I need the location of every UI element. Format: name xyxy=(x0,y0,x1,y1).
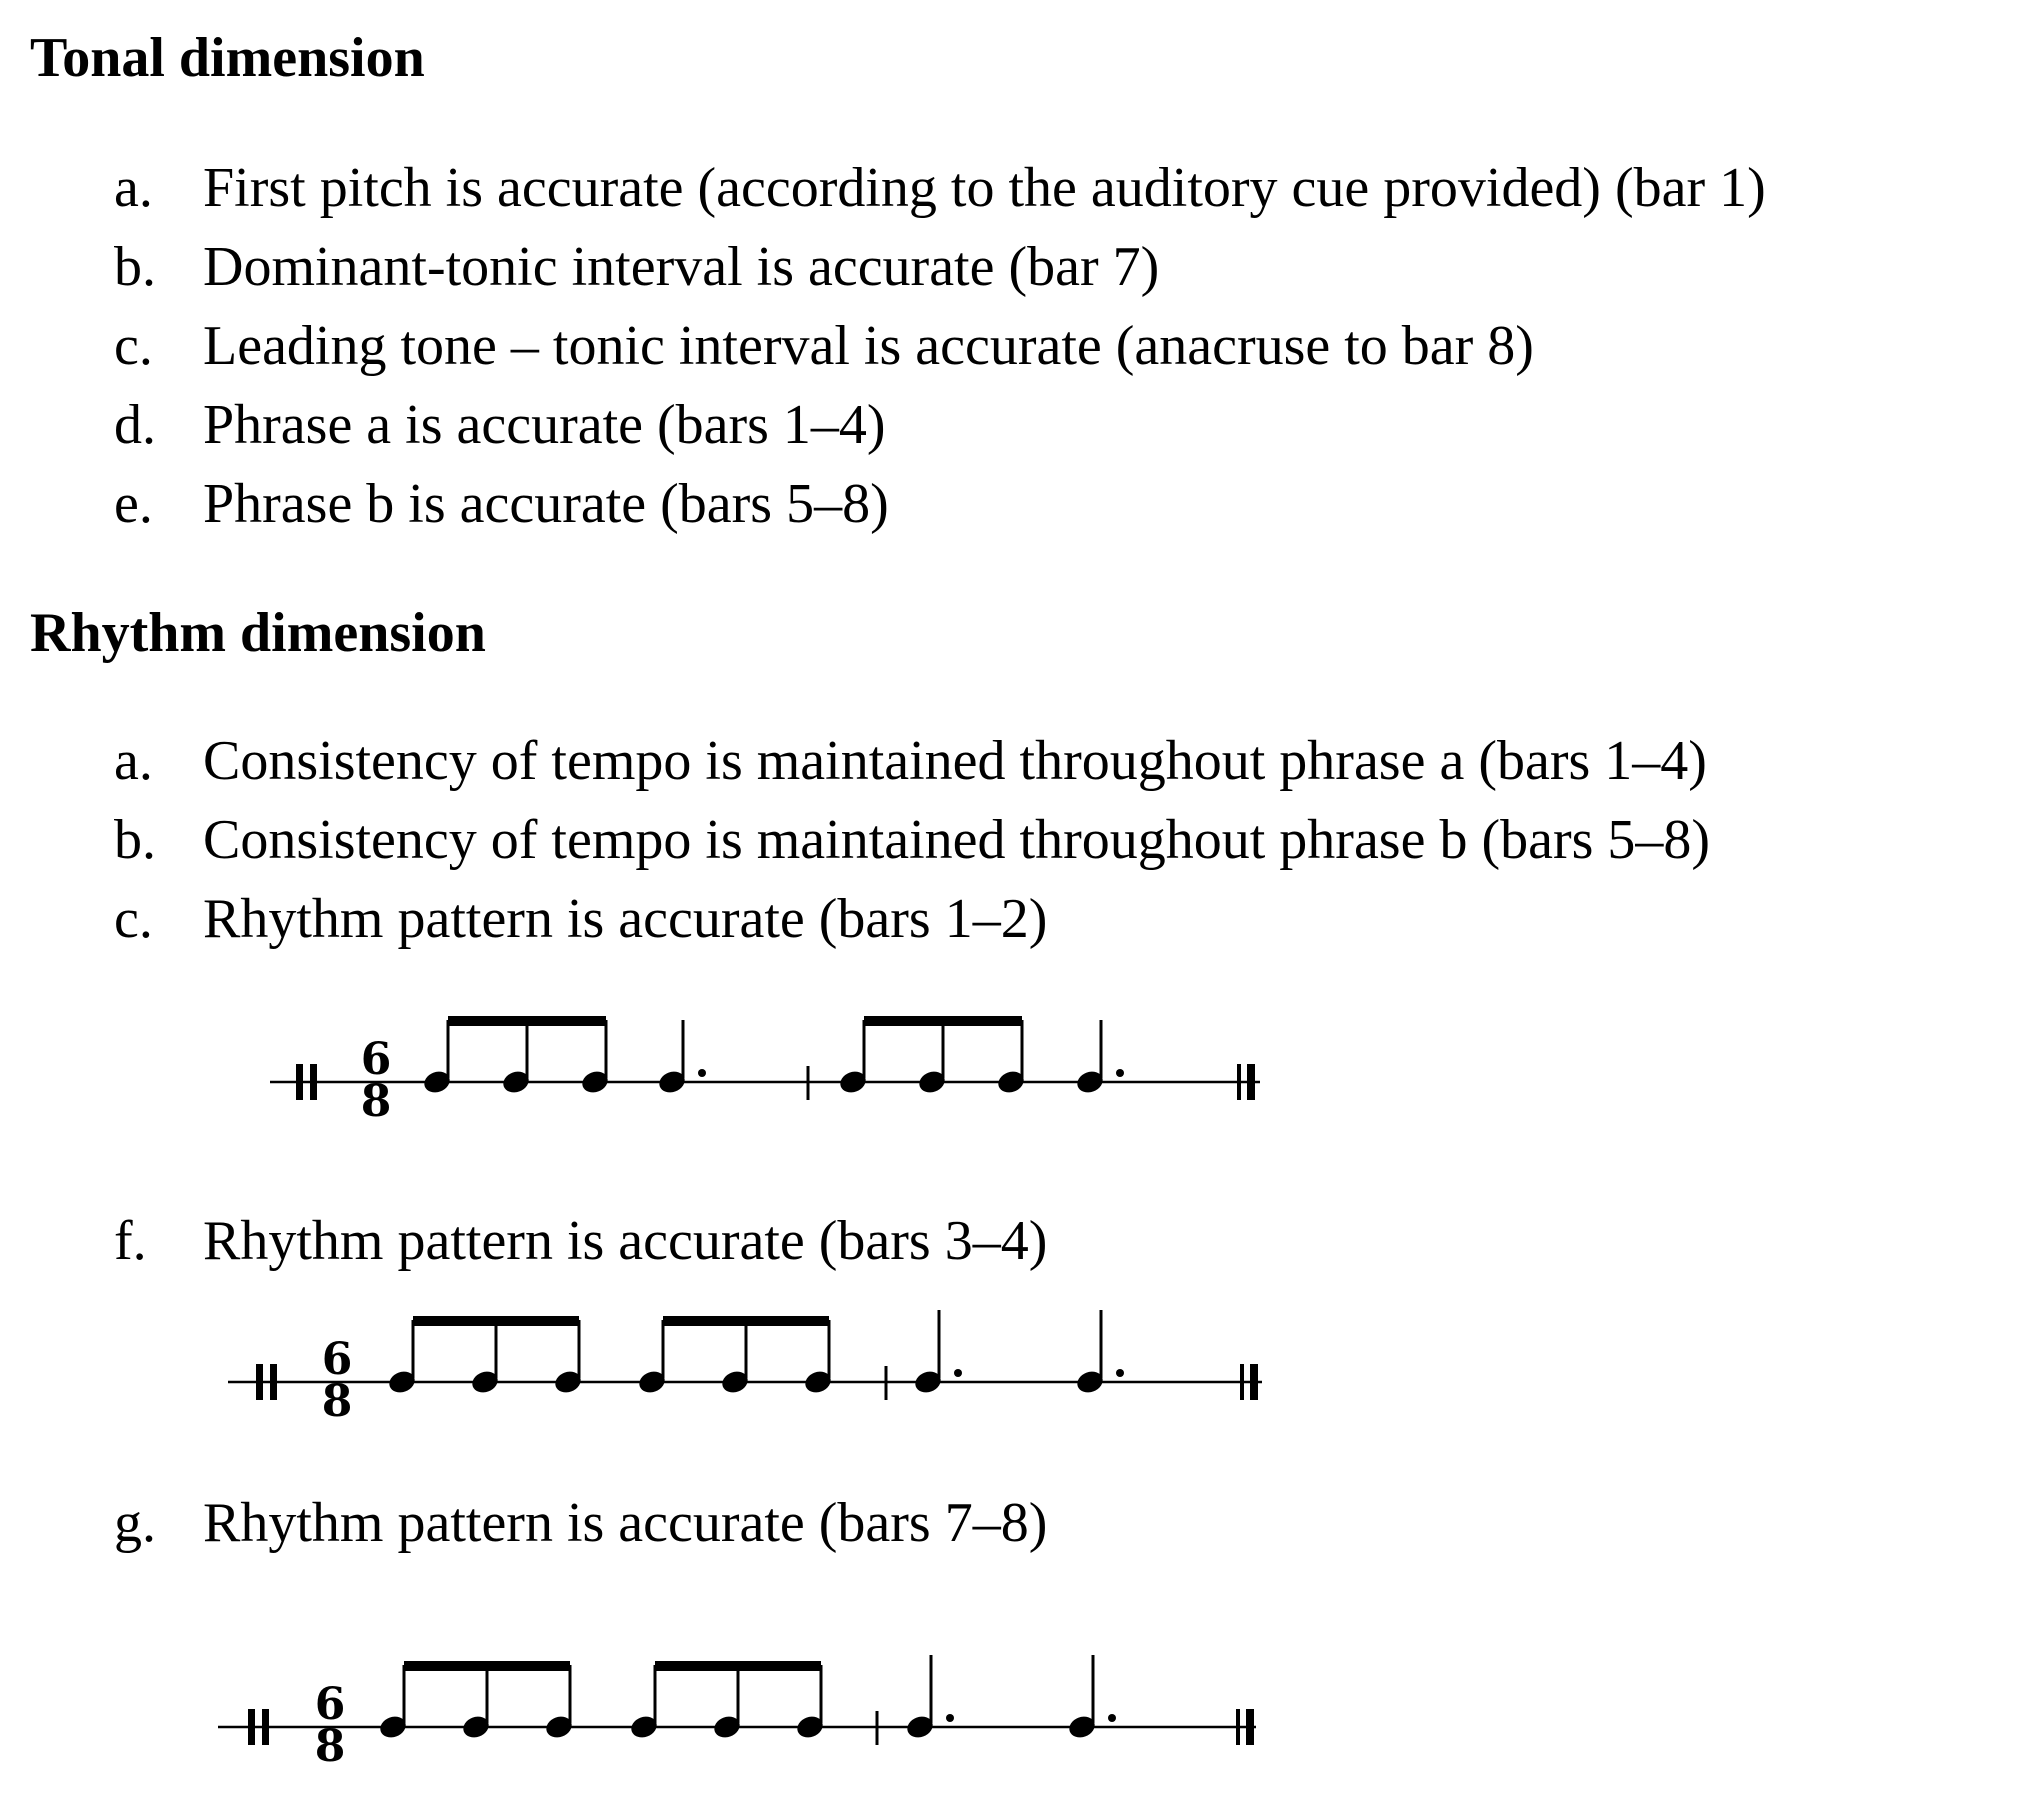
list-item-text: Consistency of tempo is maintained throughout phrase a (bars 1–4) xyxy=(203,730,1707,792)
eighth-note xyxy=(460,1665,491,1741)
list-item-text: First pitch is accurate (according to the auditory cue provided) (bar 1) xyxy=(203,157,1766,219)
list-marker: a. xyxy=(114,157,153,219)
eighth-note xyxy=(377,1665,408,1741)
list-item-text: Rhythm pattern is accurate (bars 3–4) xyxy=(203,1210,1048,1272)
time-signature-top: 6 xyxy=(360,1034,392,1085)
time-signature-top: 6 xyxy=(321,1334,353,1385)
eighth-note xyxy=(421,1020,452,1096)
beam xyxy=(413,1316,579,1326)
time-signature-bottom: 8 xyxy=(314,1721,346,1772)
tonal-heading: Tonal dimension xyxy=(30,27,425,89)
eighth-note xyxy=(719,1320,750,1396)
beam xyxy=(655,1661,821,1671)
list-marker: b. xyxy=(114,236,156,298)
dotted-quarter-note xyxy=(1074,1020,1124,1096)
list-item-text: Consistency of tempo is maintained throughout phrase b (bars 5–8) xyxy=(203,809,1711,871)
list-marker: c. xyxy=(114,315,153,377)
time-signature-bottom: 8 xyxy=(360,1076,392,1127)
rhythm-staff-bars-1-2 xyxy=(270,1016,1260,1127)
list-item-text: Phrase b is accurate (bars 5–8) xyxy=(203,473,889,535)
list-marker: a. xyxy=(114,730,153,792)
beam xyxy=(404,1661,570,1671)
list-marker: e. xyxy=(114,473,153,535)
list-item-text: Phrase a is accurate (bars 1–4) xyxy=(203,394,886,456)
list-marker: g. xyxy=(114,1492,156,1554)
list-marker: b. xyxy=(114,809,156,871)
beam xyxy=(864,1016,1022,1026)
beam xyxy=(448,1016,606,1026)
eighth-note xyxy=(500,1020,531,1096)
eighth-note xyxy=(916,1020,947,1096)
beam xyxy=(663,1316,829,1326)
list-item-text: Dominant-tonic interval is accurate (bar 7) xyxy=(203,236,1160,298)
list-item-text: Rhythm pattern is accurate (bars 1–2) xyxy=(203,888,1048,950)
list-item-text: Rhythm pattern is accurate (bars 7–8) xyxy=(203,1492,1048,1554)
eighth-note xyxy=(837,1020,868,1096)
eighth-note xyxy=(995,1020,1026,1096)
eighth-note xyxy=(579,1020,610,1096)
eighth-note xyxy=(628,1665,659,1741)
list-marker: f. xyxy=(114,1210,147,1272)
eighth-note xyxy=(543,1665,574,1741)
eighth-note xyxy=(802,1320,833,1396)
time-signature-top: 6 xyxy=(314,1679,346,1730)
dotted-quarter-note xyxy=(656,1020,706,1096)
eighth-note xyxy=(636,1320,667,1396)
eighth-note xyxy=(552,1320,583,1396)
eighth-note xyxy=(386,1320,417,1396)
eighth-note xyxy=(794,1665,825,1741)
list-item-text: Leading tone – tonic interval is accurate (anacruse to bar 8) xyxy=(203,315,1534,377)
list-marker: d. xyxy=(114,394,156,456)
eighth-note xyxy=(469,1320,500,1396)
time-signature-bottom: 8 xyxy=(321,1376,353,1427)
list-marker: c. xyxy=(114,888,153,950)
rhythm-heading: Rhythm dimension xyxy=(30,602,486,664)
rhythm-staff-bars-3-4 xyxy=(228,1310,1262,1427)
eighth-note xyxy=(711,1665,742,1741)
rhythm-staff-bars-7-8 xyxy=(218,1655,1256,1772)
